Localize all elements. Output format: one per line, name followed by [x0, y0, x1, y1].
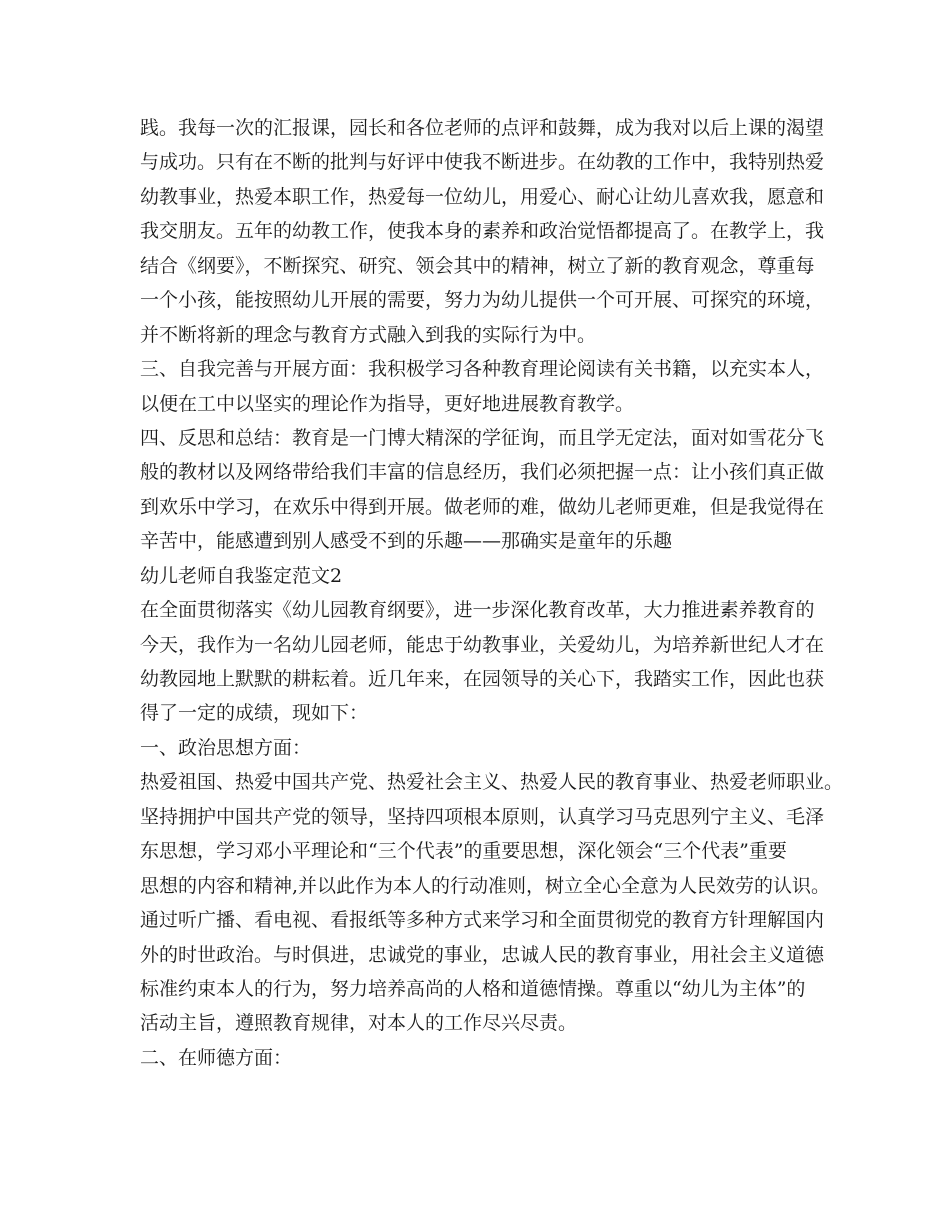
text-line: 幼教园地上默默的耕耘着。近几年来，在园领导的关心下，我踏实工作，因此也获: [140, 668, 825, 690]
text-line: 得了一定的成绩，现如下：: [140, 702, 369, 725]
text-line: 外的时世政治。与时俱进，忠诚党的事业，忠诚人民的教育事业，用社会主义道德: [140, 943, 825, 966]
text-line: 辛苦中，能感遭到别人感受不到的乐趣——那确实是童年的乐趣: [140, 530, 673, 553]
text-line: 践。我每一次的汇报课，园长和各位老师的点评和鼓舞，成为我对以后上课的渴望: [140, 117, 825, 139]
text-line: 一个小孩，能按照幼儿开展的需要，努力为幼儿提供一个可开展、可探究的环境，: [140, 289, 825, 312]
document-body: [140, 111, 844, 1075]
text-line: 以便在工中以坚实的理论作为指导，更好地进展教育教学。: [140, 392, 635, 415]
text-line: 般的教材以及网络带给我们丰富的信息经历，我们必须把握一点：让小孩们真正做: [140, 461, 825, 484]
text-line: 结合《纲要》，不断探究、研究、领会其中的精神，树立了新的教育观念，尊重每: [140, 254, 815, 277]
text-line: 并不断将新的理念与教育方式融入到我的实际行为中。: [140, 323, 597, 346]
text-line: 标准约束本人的行为，努力培养高尚的人格和道德情操。尊重以“幼儿为主体”的: [140, 977, 806, 1000]
section-heading: 二、在师德方面：: [140, 1046, 293, 1069]
text-line: 今天，我作为一名幼儿园老师，能忠于幼教事业，关爱幼儿，为培养新世纪人才在: [140, 633, 825, 656]
text-line: 我交朋友。五年的幼教工作，使我本身的素养和政治觉悟都提高了。在教学上，我: [140, 220, 825, 243]
text-line: 坚持拥护中国共产党的领导，坚持四项根本原则，认真学习马克思列宁主义、毛泽: [140, 805, 825, 828]
text-line: 幼教事业，热爱本职工作，热爱每一位幼儿，用爱心、耐心让幼儿喜欢我，愿意和: [140, 185, 825, 208]
text-line: 到欢乐中学习，在欢乐中得到开展。做老师的难，做幼儿老师更难，但是我觉得在: [140, 495, 825, 518]
document-title: 幼儿老师自我鉴定范文2: [140, 564, 343, 587]
text-line: 活动主旨，遵照教育规律，对本人的工作尽兴尽责。: [140, 1012, 578, 1035]
text-line: 思想的内容和精神,并以此作为本人的行动准则，树立全心全意为人民效劳的认识。: [140, 874, 831, 897]
text-line: 东思想，学习邓小平理论和“三个代表”的重要思想，深化领会“三个代表”重要: [140, 840, 787, 863]
text-line: 通过听广播、看电视、看报纸等多种方式来学习和全面贯彻党的教育方针理解国内: [140, 909, 825, 932]
text-line: 热爱祖国、热爱中国共产党、热爱社会主义、热爱人民的教育事业、热爱老师职业。: [140, 771, 844, 794]
text-line: 在全面贯彻落实《幼儿园教育纲要》，进一步深化教育改革，大力推进素养教育的: [140, 599, 815, 622]
section-heading-line: 四、反思和总结：教育是一门博大精深的学征询，而且学无定法，面对如雪花分飞: [140, 426, 825, 449]
text-line: 与成功。只有在不断的批判与好评中使我不断进步。在幼教的工作中，我特别热爱: [140, 151, 825, 174]
section-heading-line: 三、自我完善与开展方面：我积极学习各种教育理论阅读有关书籍，以充实本人，: [140, 358, 825, 381]
section-heading: 一、政治思想方面：: [140, 736, 312, 759]
